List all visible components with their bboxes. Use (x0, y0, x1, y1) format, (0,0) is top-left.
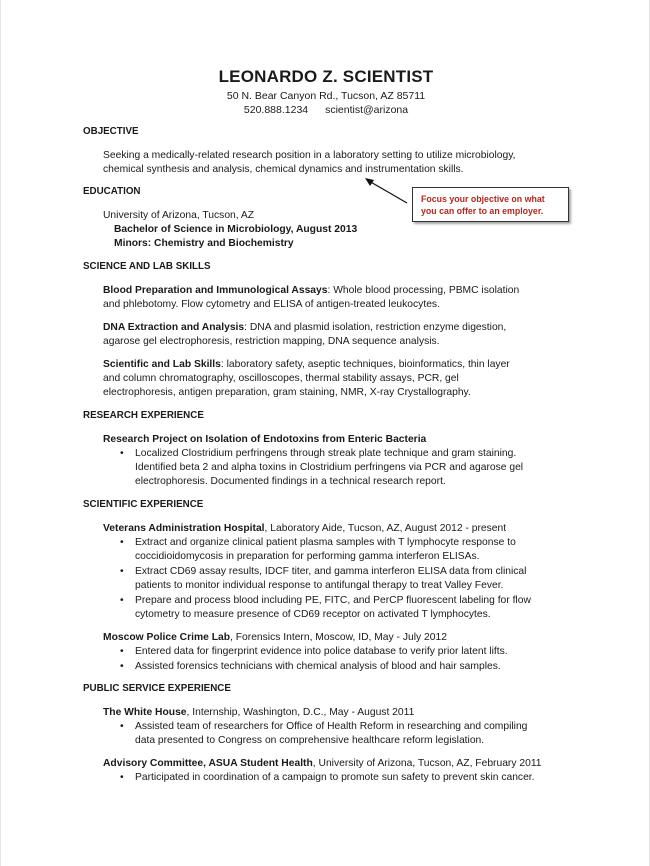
skill-group (103, 358, 510, 372)
job-title (103, 631, 447, 645)
degree: Bachelor of Science in Microbiology, August 2013 (114, 224, 358, 235)
education-heading: EDUCATION (83, 186, 141, 197)
bullet-continuation: cytometry to measure presence of CD69 receptor on activated T lymphocytes. (135, 609, 491, 620)
skill-text: and column chromatography, oscilloscopes, thermal stability assays, PCR, gel (103, 373, 459, 384)
skill-text: electrophoresis, antigen preparation, gram staining, NMR, X-ray Crystallography. (103, 387, 471, 398)
job-title (103, 706, 414, 720)
bullet-item: • Assisted team of researchers for Office of Health Reform in researching and compiling (135, 720, 527, 734)
objective-callout (412, 187, 569, 222)
skill-text: : Whole blood processing, PBMC isolation (327, 285, 520, 296)
research-title: Research Project on Isolation of Endotoxins from Enteric Bacteria (103, 434, 427, 445)
skill-text: agarose gel electrophoresis, restriction mapping, DNA sequence analysis. (103, 336, 440, 347)
callout-line: Focus your objective on what (421, 194, 545, 204)
org: Veterans Administration Hospital (103, 523, 265, 534)
address: 50 N. Bear Canyon Rd., Tucson, AZ 85711 (226, 90, 426, 102)
bullet-continuation: electrophoresis. Documented findings in a technical research report. (135, 476, 446, 487)
skill-title: Scientific and Lab Skills (103, 359, 221, 370)
objective-line: chemical synthesis and analysis, chemical dynamics and instrumentation skills. (103, 164, 464, 175)
job-title (103, 522, 506, 536)
bullet-continuation: Identified beta 2 and alpha toxins in Clostridium perfringens via PCR and agarose gel (135, 462, 524, 473)
objective-heading: OBJECTIVE (83, 126, 139, 137)
skill-group (103, 321, 506, 335)
callout-line: you can offer to an employer. (421, 206, 544, 216)
school: University of Arizona, Tucson, AZ (103, 210, 255, 221)
bullet-item: • Assisted forensics technicians with chemical analysis of blood and hair samples. (135, 660, 501, 674)
bullet-continuation: data presented to Congress on comprehensive healthcare reform legislation. (135, 735, 485, 746)
job-title (103, 757, 542, 771)
skill-text: : DNA and plasmid isolation, restriction enzyme digestion, (244, 322, 507, 333)
research-heading: RESEARCH EXPERIENCE (83, 410, 204, 421)
bullet-item: • Participated in coordination of a campaign to promote sun safety to prevent skin cancer. (135, 771, 535, 785)
skill-text: and phlebotomy. Flow cytometry and ELISA of antigen-treated leukocytes. (103, 299, 440, 310)
org: The White House (103, 707, 187, 718)
job-detail: , Internship, Washington, D.C., May - August 2011 (186, 707, 415, 718)
job-detail: , University of Arizona, Tucson, AZ, February 2011 (312, 758, 542, 769)
org: Advisory Committee, ASUA Student Health (103, 758, 313, 769)
bullet-continuation: coccidioidomycosis in preparation for performing gamma interferon ELISAs. (135, 551, 480, 562)
job-detail: , Forensics Intern, Moscow, ID, May - July 2012 (230, 632, 447, 643)
bullet-continuation: patients to monitor individual response to antifungal therapy to treat Valley Fever. (135, 580, 504, 591)
skill-group (103, 284, 519, 298)
callout-arrow-icon (361, 175, 411, 205)
phone: 520.888.1234 (243, 104, 309, 116)
bullet-item: • Prepare and process blood including PE, FITC, and PerCP fluorescent labeling for flow (135, 594, 531, 608)
skill-title: DNA Extraction and Analysis (103, 322, 245, 333)
bullet-item: • Extract and organize clinical patient plasma samples with T lymphocyte response to (135, 536, 516, 550)
bullet-item: • Localized Clostridium perfringens through streak plate technique and gram staining. (135, 447, 516, 461)
bullet-item: • Entered data for fingerprint evidence into police database to verify prior latent lifts. (135, 645, 508, 659)
resume-name: LEONARDO Z. SCIENTIST (218, 67, 434, 86)
skill-text: : laboratory safety, aseptic techniques, bioinformatics, thin layer (220, 359, 510, 370)
contact-line (1, 104, 650, 116)
job-detail: , Laboratory Aide, Tucson, AZ, August 2012 - present (264, 523, 507, 534)
public-heading: PUBLIC SERVICE EXPERIENCE (83, 683, 231, 694)
scientific-heading: SCIENTIFIC EXPERIENCE (83, 499, 204, 510)
email: scientist@arizona (325, 104, 409, 116)
org: Moscow Police Crime Lab (103, 632, 231, 643)
minors: Minors: Chemistry and Biochemistry (114, 238, 294, 249)
skill-title: Blood Preparation and Immunological Assays (103, 285, 328, 296)
objective-line: Seeking a medically-related research position in a laboratory setting to utilize microbiology, (103, 150, 516, 161)
bullet-item: • Extract CD69 assay results, IDCF titer, and gamma interferon ELISA data from clinical (135, 565, 526, 579)
skills-heading: SCIENCE AND LAB SKILLS (83, 261, 211, 272)
